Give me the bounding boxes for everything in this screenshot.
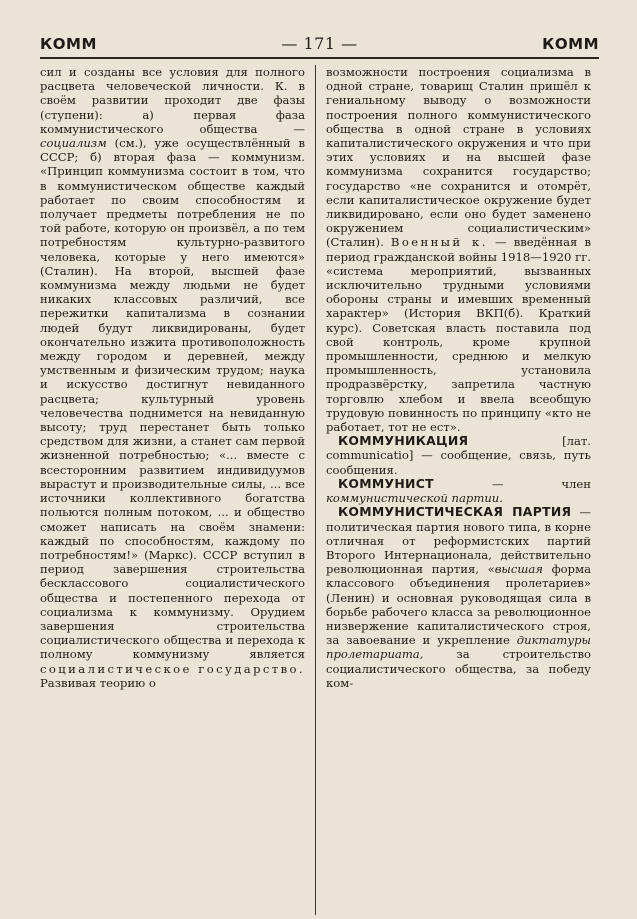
entry-communist: КОММУНИСТ — член коммунистической партии. <box>326 475 591 506</box>
header-left-guide-word: КОММ <box>40 35 97 53</box>
left-column <box>40 65 315 915</box>
header-right-guide-word: КОММ <box>542 35 599 53</box>
spaced-term-socialist-state: социалистическое государство. <box>40 661 305 676</box>
headword-communist-party: КОММУНИСТИЧЕСКАЯ ПАРТИЯ <box>338 504 572 520</box>
entry-communism-continuation: сил и созданы все условия для полного расцвета человеческой личности. К. в своём развитии проходит две фазы (ступени): а) первая фаза коммунистического общества — социализм (см.), уже осуществлённый в СССР; б) вторая фаза — коммунизм. «Принцип коммунизма состоит в том, что в коммунистическом обществе каждый работает по своим способностям и получает предметы потребления не по той работе, которую он произвёл, а по тем потребностям культурно-развитого человека, которые у него имеются» (Сталин). На второй, высшей фазе коммунизма между людьми не будет никаких классовых различий, все пережитки капитализма в сознании людей будут ликвидированы, будет окончательно изжита противоположность между городом и деревней, между умственным и физическим трудом; наука и искусство достигнут невиданного расцвета; культурный уровень человечества поднимется на невиданную высоту; труд перестанет быть только средством для жизни, а станет сам первой жизненной потребностью; «... вместе с всесторонним развитием индивидуумов вырастут и производительные силы, ... все источники коллективного богатства польются полным потоком, ... и общество сможет написать на своём знамени: каждый по способностям, каждому по потребностям!» (Маркс). СССР вступил в период завершения строительства бесклассового социалистического общества и постепенного перехода от социализма к коммунизму. Орудием завершения строительства социалистического общества и перехода к полному коммунизму является социалистическое государство. Развивая теорию о <box>40 65 305 690</box>
entry-communication: КОММУНИКАЦИЯ [лат. communicatio] — сообщение, связь, путь сообщения. <box>326 433 591 477</box>
running-header <box>40 34 599 53</box>
right-column <box>315 65 591 915</box>
link-socialism: социализм <box>40 136 107 151</box>
headword-communication: КОММУНИКАЦИЯ <box>338 433 469 449</box>
entry-communism-end: возможности построения социализма в одной стране, товарищ Сталин пришёл к гениальному выводу о возможности построения полного коммунистического общества в одной стране в условиях капиталистического окружения и что при этих условиях и на высшей фазе коммунизма сохранится государство; государство «не сохранится и отомрёт, если капиталистическое окружение будет ликвидировано, если оно будет заменено окружением социалистическим» (Сталин). Военный к. — введённая в период гражданской войны 1918—1920 гг. «система мероприятий, вызванных исключительно трудными условиями обороны страны и имевших временный характер» (История ВКП(б). Краткий курс). Советская власть поставила под свой контроль, кроме крупной промышленности, среднюю и мелкую промышленность, установила продразвёрстку, запретила частную торговлю хлебом и ввела всеобщую трудовую повинность по принципу «кто не работает, тот не ест». <box>326 65 591 435</box>
header-rule <box>40 57 599 59</box>
text-columns <box>40 65 599 915</box>
headword-communist: КОММУНИСТ <box>338 475 434 491</box>
spaced-term-war-communism: Военный к. <box>390 235 488 250</box>
page-number: — 171 — <box>281 34 358 53</box>
entry-communist-party: КОММУНИСТИЧЕСКАЯ ПАРТИЯ — политическая партия нового типа, в корне отличная от реформистских партий Второго Интернационала, действительно революционная партия, «высшая форма классового объединения пролетариев» (Ленин) и основная руководящая сила в борьбе рабочего класса за революционное низвержение капиталистического строя, за завоевание и укрепление диктатуры пролетариата, за строительство социалистического общества, за победу ком- <box>326 504 591 690</box>
